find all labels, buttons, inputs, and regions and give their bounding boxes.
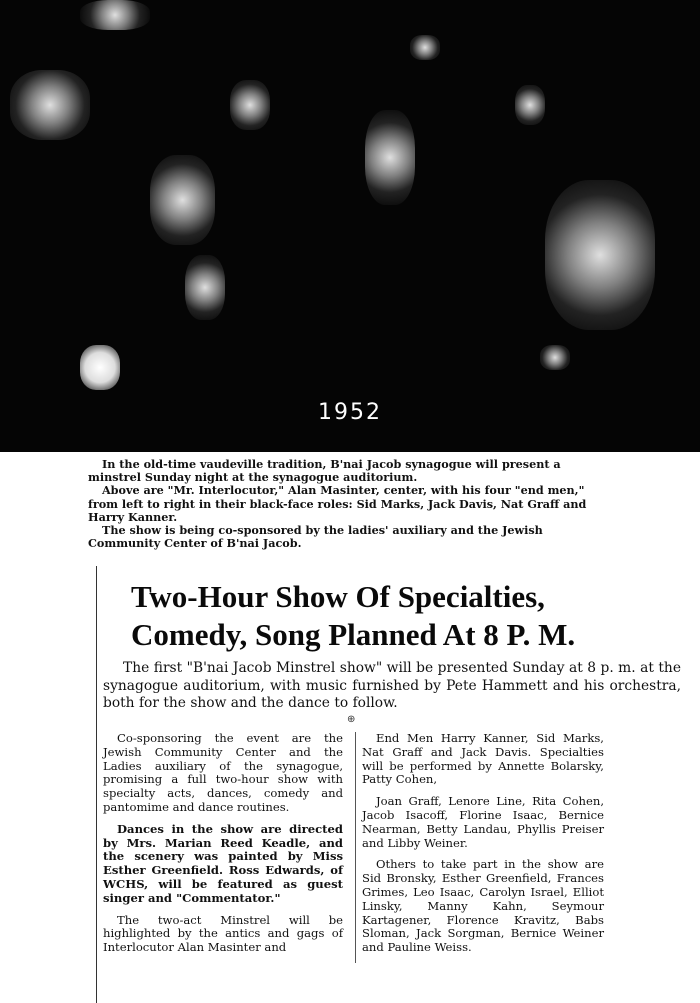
photo-speck [80, 0, 150, 30]
photo-speck [545, 180, 655, 330]
article-column-right [355, 732, 604, 963]
article-column-left [103, 732, 343, 963]
article-headline [111, 578, 691, 654]
column-paragraph: Dances in the show are directed by Mrs. Marian Reed Keadle, and the scenery was painted by Miss Esther Greenfield. Ross Edwards, of WCHS, will be featured as guest singer and "Commentator." [103, 821, 343, 905]
photo-speck [80, 345, 120, 390]
photo-speck [10, 70, 90, 140]
year-label: 1952 [318, 400, 382, 425]
column-paragraph: Joan Graff, Lenore Line, Rita Cohen, Jacob Isacoff, Florine Isaac, Bernice Nearman, Betty Landau, Phyllis Preiser and Libby Weiner. [362, 794, 604, 850]
photo-caption [88, 458, 588, 550]
column-paragraph: End Men Harry Kanner, Sid Marks, Nat Graff and Jack Davis. Specialties will be performed by Annette Bolarsky, Patty Cohen, [362, 731, 604, 787]
column-paragraph: The two-act Minstrel will be highlighted by the antics and gags of Interlocutor Alan Masinter and [103, 912, 343, 955]
column-divider-mark: ⊕ [347, 714, 356, 725]
photo-speck [150, 155, 215, 245]
photo-speck [185, 255, 225, 320]
caption-paragraph: Above are "Mr. Interlocutor," Alan Masinter, center, with his four "end men," from left to right in their black-face roles: Sid Marks, Jack Davis, Nat Graff and Harry Kanner. [88, 483, 587, 524]
article-lead: The first "B'nai Jacob Minstrel show" will be presented Sunday at 8 p. m. at the synagogue auditorium, with music furnished by Pete Hammett and his orchestra, both for the show and the dance to follow. [103, 660, 681, 712]
news-article [96, 566, 687, 1003]
photo-speck [515, 85, 545, 125]
column-paragraph: Co-sponsoring the event are the Jewish Community Center and the Ladies auxiliary of the synagogue, promising a full two-hour show with specialty acts, dances, comedy and pantomime and dance routines. [103, 731, 343, 814]
photo-speck [230, 80, 270, 130]
photo-speck [410, 35, 440, 60]
halftone-photo [0, 0, 700, 452]
photo-speck [540, 345, 570, 370]
headline-line: Comedy, Song Planned At 8 P. M. [131, 617, 576, 652]
caption-paragraph: The show is being co-sponsored by the ladies' auxiliary and the Jewish Community Center of B'nai Jacob. [88, 523, 543, 551]
photo-speck [365, 110, 415, 205]
caption-paragraph: In the old-time vaudeville tradition, B'nai Jacob synagogue will present a minstrel Sunday night at the synagogue auditorium. [88, 457, 561, 485]
column-paragraph: Others to take part in the show are Sid Bronsky, Esther Greenfield, Frances Grimes, Leo Isaac, Carolyn Israel, Elliot Linsky, Manny Kahn, Seymour Kartagener, Florence Kravitz, Babs Sloman, Jack Sorgman, Bernice Weiner and Pauline Weiss. [362, 857, 604, 955]
headline-line: Two-Hour Show Of Specialties, [131, 579, 545, 614]
